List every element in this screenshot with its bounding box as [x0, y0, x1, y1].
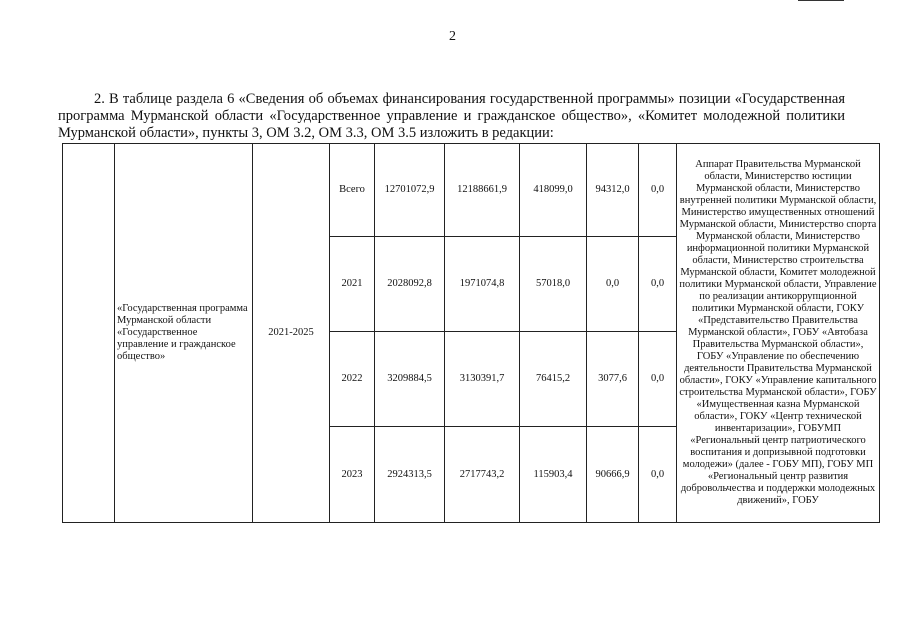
value-cell: 76415,2 [520, 332, 587, 427]
year-cell: 2022 [330, 332, 375, 427]
value-cell: 57018,0 [520, 237, 587, 332]
empty-number-cell [63, 144, 115, 523]
total-cell: 2924313,5 [375, 427, 445, 523]
value-cell: 0,0 [639, 144, 677, 237]
total-cell: 3209884,5 [375, 332, 445, 427]
value-cell: 12188661,9 [445, 144, 520, 237]
executors-cell: Аппарат Правительства Мурманской области, Министерство юстиции Мурманской области, Министерство внутренней политики Мурманской области, Министерство имущественных отношений Мурманской области, Министерство спорта Мурманской области, Министерство информационной политики Мурманской области, Министерство строительства Мурманской области, Комитет молодежной политики Мурманской области, Управление по реализации антикоррупционной политики Мурманской области, ГОКУ «Представительство Правительства Мурманской области», ГОБУ «Автобаза Правительства Мурманской области», ГОБУ «Управление по обеспечению деятельности Правительства Мурманской области», ГОКУ «Управление капитального строительства Мурманской области», ГОБУ «Имущественная казна Мурманской области», ГОКУ «Центр технической инвентаризации», ГОБУМП «Региональный центр патриотического воспитания и допризывной подготовки молодежи» (далее - ГОБУ МП), ГОБУ МП «Региональный центр развития добровольчества и поддержки молодежных движений», ГОБУ [677, 144, 880, 523]
value-cell: 1971074,8 [445, 237, 520, 332]
top-rule [798, 0, 844, 1]
value-cell: 3130391,7 [445, 332, 520, 427]
table-row [63, 144, 880, 237]
value-cell: 418099,0 [520, 144, 587, 237]
program-name-cell: «Государственная программа Мурманской области «Государственное управление и гражданское общество» [115, 144, 253, 523]
value-cell: 94312,0 [587, 144, 639, 237]
total-cell: 2028092,8 [375, 237, 445, 332]
value-cell: 3077,6 [587, 332, 639, 427]
value-cell: 0,0 [639, 237, 677, 332]
period-cell: 2021-2025 [253, 144, 330, 523]
year-cell: 2021 [330, 237, 375, 332]
page-number: 2 [449, 29, 456, 44]
value-cell: 115903,4 [520, 427, 587, 523]
total-cell: 12701072,9 [375, 144, 445, 237]
value-cell: 2717743,2 [445, 427, 520, 523]
value-cell: 0,0 [639, 332, 677, 427]
financing-table [62, 143, 880, 523]
year-cell: 2023 [330, 427, 375, 523]
value-cell: 0,0 [639, 427, 677, 523]
value-cell: 0,0 [587, 237, 639, 332]
value-cell: 90666,9 [587, 427, 639, 523]
intro-paragraph: 2. В таблице раздела 6 «Сведения об объемах финансирования государственной программы» позиции «Государственная программа Мурманской области «Государственное управление и гражданское общество», «Комитет молодежной политики Мурманской области», пункты 3, ОМ 3.2, ОМ 3.3, ОМ 3.5 изложить в редакции: [58, 91, 845, 141]
year-cell: Всего [330, 144, 375, 237]
